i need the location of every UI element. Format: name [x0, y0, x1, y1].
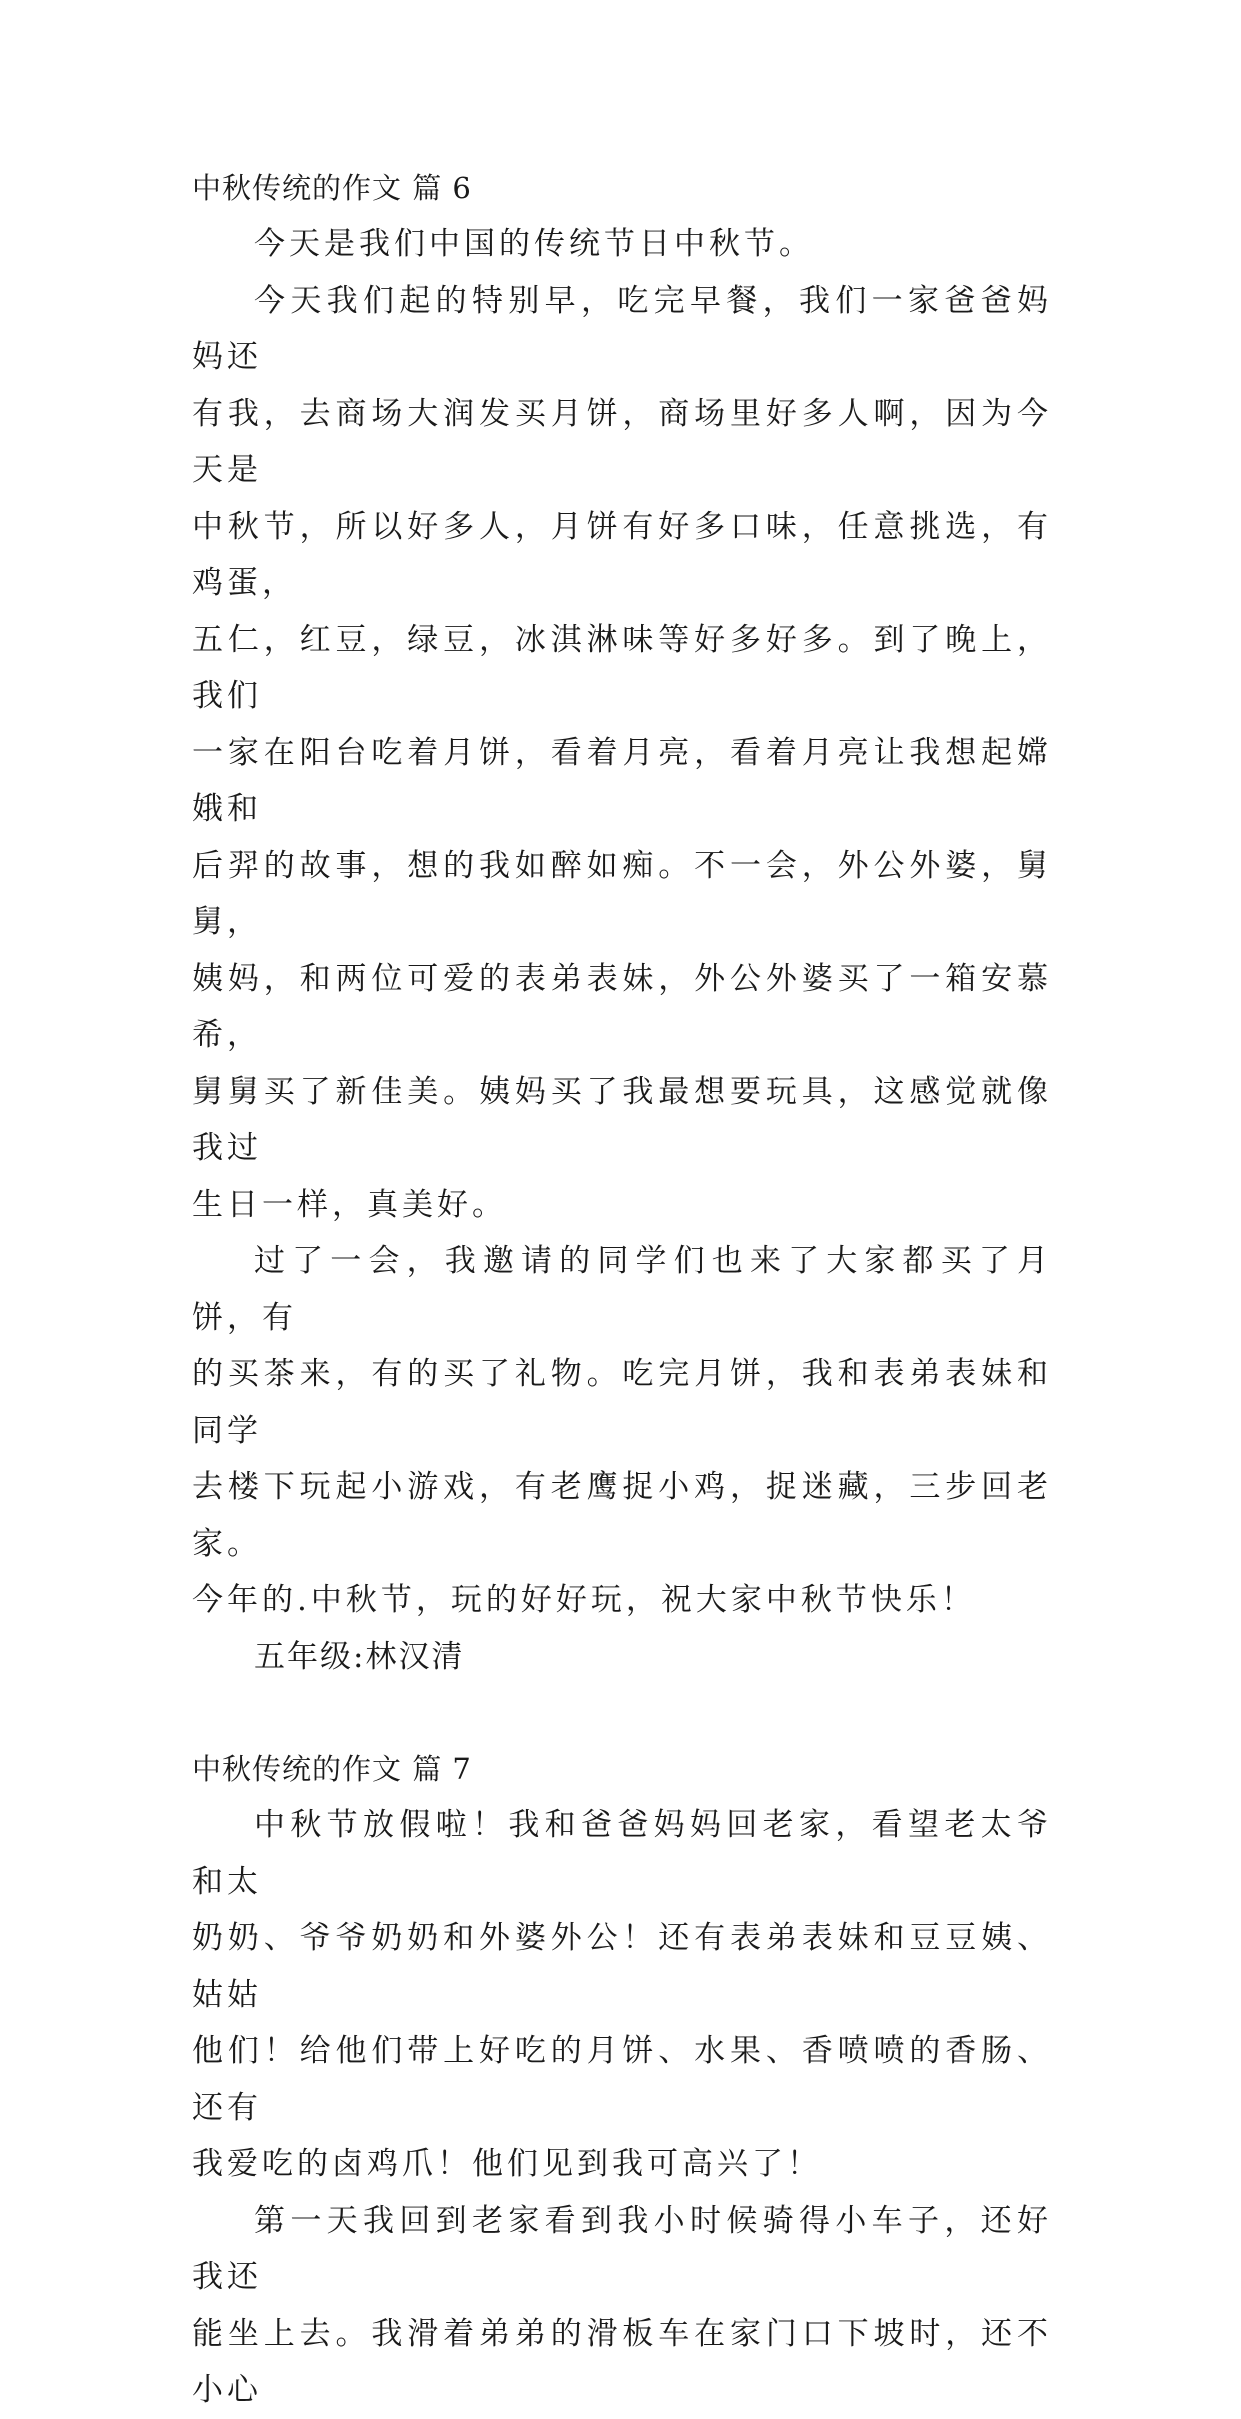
essay-section-6: [192, 160, 1052, 1685]
author-signature: 五年级:林汉清: [254, 1638, 465, 1675]
essay-title: 中秋传统的作文 篇 7: [192, 1752, 472, 1786]
essay-title: 中秋传统的作文 篇 6: [192, 171, 472, 205]
document-page: [192, 160, 1052, 2419]
essay-paragraph: 今天是我们中国的传统节日中秋节。: [254, 226, 814, 262]
essay-section-7: [192, 1741, 1052, 2419]
essay-paragraph: 今天我们起的特别早，吃完早餐，我们一家爸爸妈妈还 有我，去商场大润发买月饼，商场里好多人啊，因为今天是 中秋节，所以好多人，月饼有好多口味，任意挑选，有鸡蛋， 五仁，红豆，绿豆，冰淇淋味等好多好多。到了晚上，我们 一家在阳台吃着月饼，看着月亮，看着月亮让我想起嫦娥和 后羿的故事，想的我如醉如痴。不一会，外公外婆，舅舅， 姨妈，和两位可爱的表弟表妹，外公外婆买了一箱安慕希， 舅舅买了新佳美。姨妈买了我最想要玩具，这感觉就像我过 生日一样，真美好。: [192, 282, 1052, 1223]
essay-paragraph: 中秋节放假啦！我和爸爸妈妈回老家，看望老太爷和太 奶奶、爷爷奶奶和外婆外公！还有表弟表妹和豆豆姨、姑姑 他们！给他们带上好吃的月饼、水果、香喷喷的香肠、还有 我爱吃的卤鸡爪！他们见到我可高兴了！: [192, 1807, 1052, 2182]
essay-paragraph: 第一天我回到老家看到我小时候骑得小车子，还好我还 能坐上去。我滑着弟弟的滑板车在家门口下坡时，还不小心: [192, 2202, 1052, 2408]
essay-paragraph: 过了一会，我邀请的同学们也来了大家都买了月饼，有 的买茶来，有的买了礼物。吃完月饼，我和表弟表妹和同学 去楼下玩起小游戏，有老鹰捉小鸡，捉迷藏，三步回老家。 今年的.中秋节，玩的好好玩，祝大家中秋节快乐！: [192, 1243, 1052, 1618]
